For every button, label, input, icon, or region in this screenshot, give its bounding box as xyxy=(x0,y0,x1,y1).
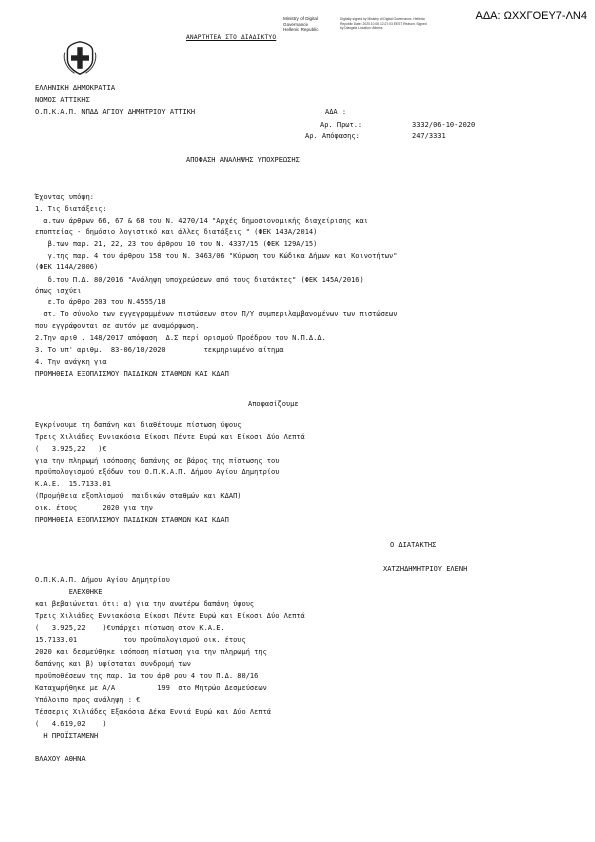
verification-line: προϋποθέσεων της παρ. 1α του άρθ ρου 4 του Π.Δ. 80/16 xyxy=(35,672,259,680)
signatory-role: Ο ΔΙΑΤΑΚΤΗΣ xyxy=(390,541,437,549)
decision-number-label: Αρ. Απόφασης: xyxy=(305,132,360,140)
protocol-label: Αρ. Πρωτ.: xyxy=(320,121,363,129)
decision-number: 247/3331 xyxy=(412,132,446,140)
ada-header: ΑΔΑ: ΩΧΧΓΟΕΥ7-ΛΝ4 xyxy=(475,10,587,22)
verification-line: Υπόλοιπο προς ανάληψη : € xyxy=(35,696,141,704)
decision-line: Τρεις Χιλιάδες Εννιακόσια Είκοσι Πέντε Ευρώ και Είκοσι Δύο Λεπτά xyxy=(35,433,305,441)
decide-heading: Αποφασίζουμε xyxy=(248,400,299,408)
verification-line: Τέσσερις Χιλιάδες Εξακόσια Δέκα Εννιά Ευρώ και Δύο Λεπτά xyxy=(35,708,272,716)
decision-line: ΠΡΟΜΗΘΕΙΑ ΕΞΟΠΛΙΣΜΟΥ ΠΑΙΔΙΚΩΝ ΣΤΑΘΜΩΝ ΚΑΙ ΚΔΑΠ xyxy=(35,516,229,524)
signature-line: Hellenic Republic xyxy=(283,27,319,33)
verification-line: ΕΛΕΧΘΗΚΕ xyxy=(35,588,103,596)
issuer-entity: Ο.Π.Κ.Α.Π. ΝΠΔΔ ΑΓΙΟΥ ΔΗΜΗΤΡΙΟΥ ΑΤΤΙΚΗ xyxy=(35,108,196,116)
verification-line: ( 4.619,02 ) xyxy=(35,720,107,728)
body-line: Έχοντας υπόψη: xyxy=(35,193,95,201)
decision-line: ( 3.925,22 )€ xyxy=(35,445,107,453)
body-line: γ.της παρ. 4 του άρθρου 158 του Ν. 3463/06 "Κύρωση του Κώδικα Δήμων και Κοινοτήτων" xyxy=(35,252,398,260)
decision-line: (Προμήθεια εξοπλισμού παιδικών σταθμών και ΚΔΑΠ) xyxy=(35,492,242,500)
protocol-number: 3332/06-10-2020 xyxy=(412,121,476,129)
greek-coat-of-arms-icon xyxy=(62,40,98,76)
ada-label: ΑΔΑ : xyxy=(325,108,347,116)
digital-signature-block xyxy=(283,16,343,33)
body-line: ε.Το άρθρο 203 του Ν.4555/18 xyxy=(35,298,166,306)
body-line: 1. Τις διατάξεις: xyxy=(35,205,107,213)
body-line: ΠΡΟΜΗΘΕΙΑ ΕΞΟΠΛΙΣΜΟΥ ΠΑΙΔΙΚΩΝ ΣΤΑΘΜΩΝ ΚΑΙ ΚΔΑΠ xyxy=(35,370,229,378)
body-line: (ΦΕΚ 114Α/2006) xyxy=(35,263,99,271)
body-line: 3. Το υπ' αριθμ. 83-06/10/2020 τεκμηριωμένο αίτημα xyxy=(35,346,284,354)
decision-line: Εγκρίνουμε τη δαπάνη και διαθέτουμε πίστωση ύψους xyxy=(35,421,242,429)
decision-line: οικ. έτους 2020 για την xyxy=(35,504,154,512)
body-line: στ. Το σύνολο των εγγεγραμμένων πιστώσεων στον Π/Υ συμπεριλαμβανομένων των πιστώσεων xyxy=(35,310,398,318)
verification-line: και βεβαιώνεται ότι: α) για την ανωτέρω δαπάνη ύψους xyxy=(35,600,255,608)
verification-line: Ο.Π.Κ.Α.Π. Δήμου Αγίου Δημητρίου xyxy=(35,576,170,584)
body-line: β.των παρ. 21, 22, 23 του άρθρου 10 του Ν. 4337/15 (ΦΕΚ 129Α/15) xyxy=(35,240,318,248)
body-line: α.των άρθρων 66, 67 & 68 του Ν. 4270/14 "Αρχές δημοσιονομικής διαχείρισης και xyxy=(35,217,368,225)
body-line: που εγγράφονται σε αυτόν με αναμόρφωση. xyxy=(35,322,200,330)
signatory-name: ΧΑΤΖΗΔΗΜΗΤΡΙΟΥ ΕΛΕΝΗ xyxy=(383,565,468,573)
signature-line: Governance xyxy=(283,21,309,27)
verification-line: Η ΠΡΟΪΣΤΑΜΕΝΗ xyxy=(35,732,99,740)
verification-line: δαπάνης και β) υφίσταται συνδρομή των xyxy=(35,660,191,668)
body-line: όπως ισχύει xyxy=(35,287,82,295)
verification-line: 2020 και δεσμεύθηκε ισόποση πίστωση για την πληρωμή της xyxy=(35,648,267,656)
footer-signatory-name: ΒΛΑΧΟΥ ΑΘΗΝΑ xyxy=(35,755,86,763)
verification-line: Τρεις Χιλιάδες Εννιακόσια Είκοσι Πέντε Ευρώ και Είκοσι Δύο Λεπτά xyxy=(35,612,305,620)
verification-line: Καταχωρήθηκε με Α/Α 199 στο Μητρώο Δεσμεύσεων xyxy=(35,684,267,692)
publish-notice: ΑΝΑΡΤΗΤΕΑ ΣΤΟ ΔΙΑΔΙΚΤΥΟ xyxy=(186,34,277,41)
verification-line: 15.7133.01 του προϋπολογισμού οικ. έτους xyxy=(35,636,246,644)
decision-line: Κ.Α.Ε. 15.7133.01 xyxy=(35,480,111,488)
issuer-prefecture: ΝΟΜΟΣ ΑΤΤΙΚΗΣ xyxy=(35,96,90,104)
document-title: ΑΠΟΦΑΣΗ ΑΝΑΛΗΨΗΣ ΥΠΟΧΡΕΩΣΗΣ xyxy=(186,156,300,164)
body-line: 2.Την αριθ . 148/2017 απόφαση Δ.Σ περί ορισμού Προέδρου του Ν.Π.Δ.Δ. xyxy=(35,334,326,342)
decision-line: για την πληρωμή ισόποσης δαπάνης σε βάρος της πίστωσης του xyxy=(35,457,280,465)
body-line: εποπτείας - δημόσιο λογιστικό και άλλες διατάξεις " (ΦΕΚ 143Α/2014) xyxy=(35,228,318,236)
body-line: 4. Την ανάγκη για xyxy=(35,358,107,366)
body-line: δ.του Π.Δ. 80/2016 "Ανάληψη υποχρεώσεων από τους διατάκτες" (ΦΕΚ 145Α/2016) xyxy=(35,276,364,284)
signature-details: Digitally signed by Ministry of Digital Governance, Hellenic Republic Date: 2020.10.06 12:27:03 EEST Reason: Signed by Diavgeia Location: Athens xyxy=(340,17,427,30)
signature-line: Ministry of Digital xyxy=(283,16,318,21)
decision-line: προϋπολογισμού εξόδων του Ο.Π.Κ.Α.Π. Δήμου Αγίου Δημητρίου xyxy=(35,468,280,476)
verification-line: ( 3.925,22 )€υπάρχει πίστωση στον Κ.Α.Ε. xyxy=(35,624,225,632)
issuer-country: ΕΛΛΗΝΙΚΗ ΔΗΜΟΚΡΑΤΙΑ xyxy=(35,84,116,92)
